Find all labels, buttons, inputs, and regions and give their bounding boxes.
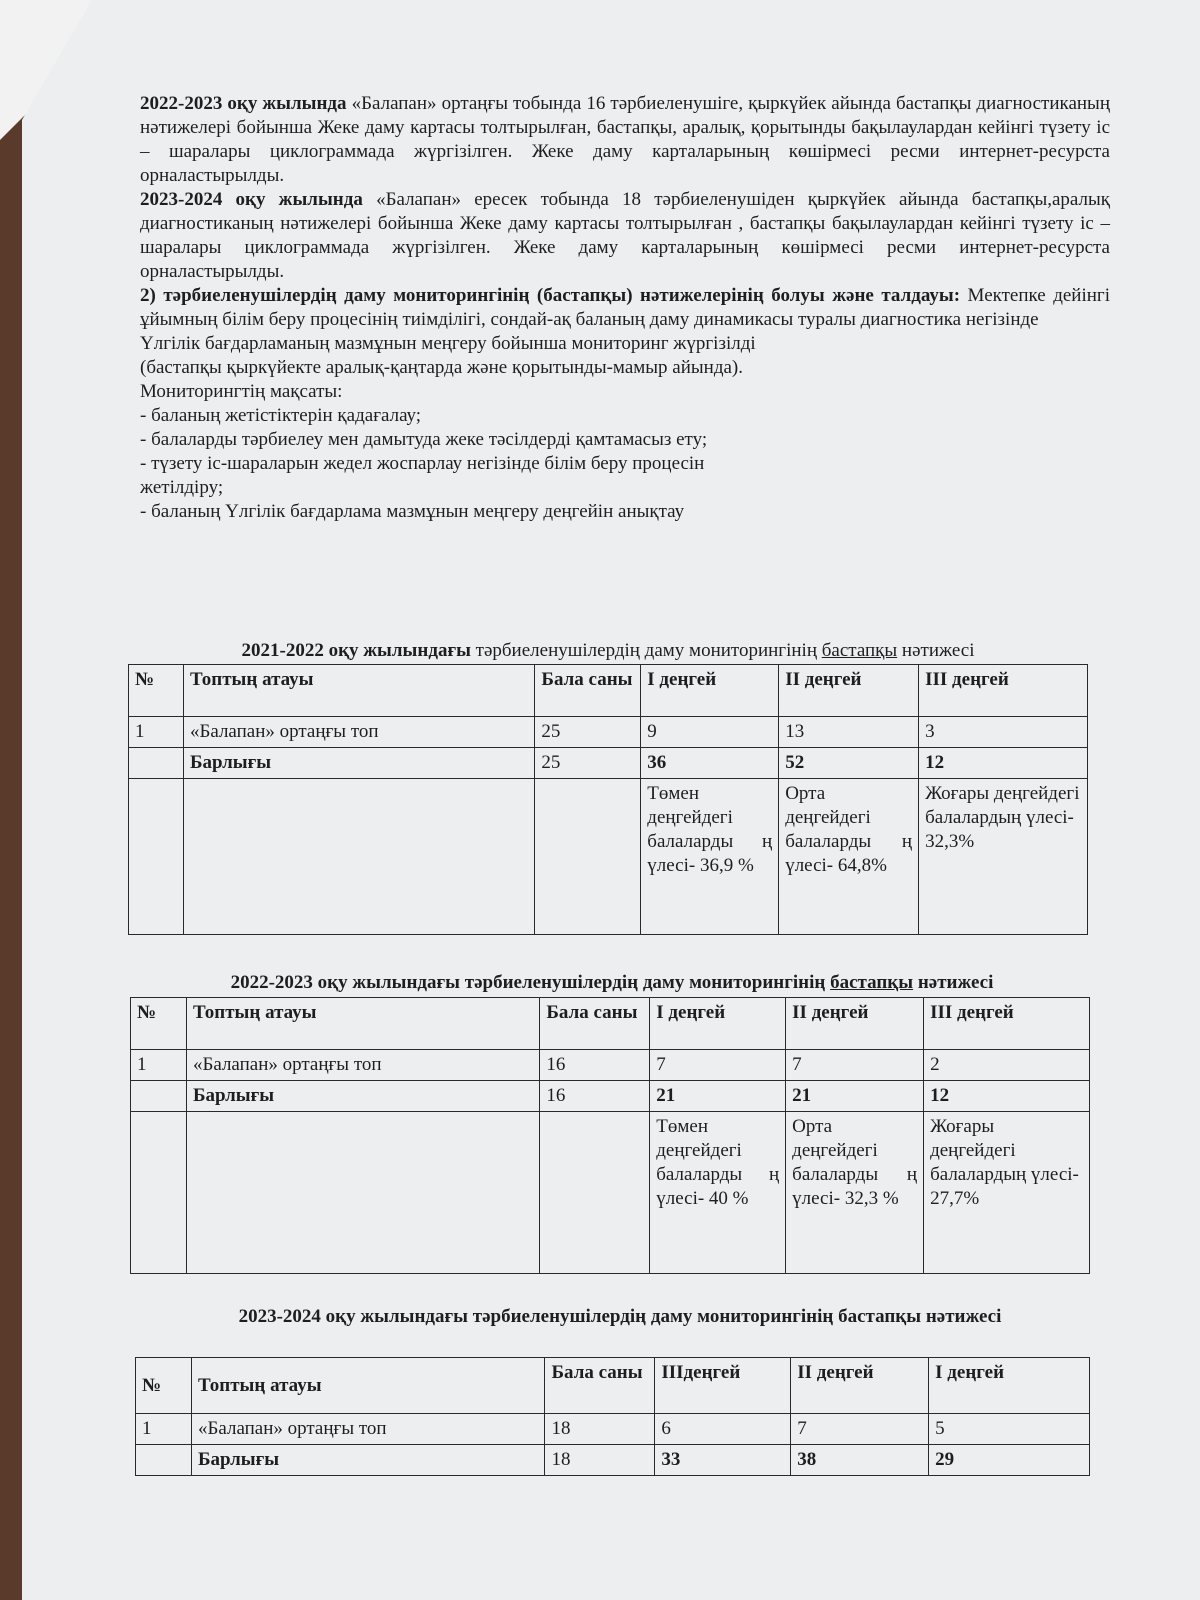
header-cell: ІІ деңгей [779, 665, 919, 717]
cell: «Балапан» ортаңғы топ [191, 1414, 545, 1445]
cell: «Балапан» ортаңғы топ [186, 1050, 539, 1081]
header-cell: І деңгей [929, 1358, 1090, 1414]
list-item: жетілдіру; [140, 477, 224, 498]
header-cell: № [131, 998, 187, 1050]
cell [136, 1445, 192, 1476]
cell: 3 [919, 717, 1088, 748]
cell: 13 [779, 717, 919, 748]
paragraph-monitoring [140, 284, 1110, 332]
title-underlined: бастапқы [830, 972, 914, 993]
cell: «Балапан» ортаңғы топ [183, 717, 534, 748]
paragraph-text: «Балапан» ересек тобында 18 тәрбиеленушіден қыркүйек айында бастапқы,аралық диагностиканың нәтижелері бойынша Жеке даму картасы толтырылған , бастапқы бақылаулардан кейінгі түзету іс – шаралары циклограммада жүргізілген. Жеке даму карталарының көшірмесі ресми интернет-ресурста орналастырылды. [140, 189, 1110, 282]
cell: 7 [791, 1414, 929, 1445]
cell [131, 1112, 187, 1274]
cell: 29 [929, 1445, 1090, 1476]
cell: 7 [650, 1050, 786, 1081]
cell: 18 [545, 1445, 655, 1476]
header-cell: ІІІ деңгей [919, 665, 1088, 717]
cell: Барлығы [183, 748, 534, 779]
cell [535, 779, 641, 935]
cell: 33 [655, 1445, 791, 1476]
text-line: Мониторингтің мақсаты: [140, 381, 343, 402]
note-cell: Жоғары деңгейдегі балалардың үлесі- 27,7% [924, 1112, 1090, 1274]
header-cell: ІІ деңгей [786, 998, 924, 1050]
note-cell: Төмен деңгейдегі балаларды ң үлесі- 40 % [650, 1112, 786, 1274]
note-cell: Орта деңгейдегі балаларды ң үлесі- 32,3 % [786, 1112, 924, 1274]
table-header-row [131, 998, 1090, 1050]
text-line: Үлгілік бағдарламаның мазмұнын меңгеру бойынша мониторинг жүргізілді [140, 333, 756, 354]
cell: 16 [540, 1081, 650, 1112]
paragraph-heading: 2023-2024 оқу жылында [140, 189, 363, 210]
cell: 5 [929, 1414, 1090, 1445]
title-bold: нәтижесі [917, 972, 994, 993]
header-cell: І деңгей [641, 665, 779, 717]
cell: 7 [786, 1050, 924, 1081]
table2-title [132, 972, 1092, 994]
list-item: - балаларды тәрбиелеу мен дамытуда жеке тәсілдерді қамтамасыз ету; [140, 429, 708, 450]
cell: 52 [779, 748, 919, 779]
table-total-row [136, 1445, 1090, 1476]
header-cell: ІІІ деңгей [924, 998, 1090, 1050]
table-row [131, 1050, 1090, 1081]
paragraph-text: «Балапан» ортаңғы тобында 16 тәрбиеленушіге, қыркүйек айында бастапқы диагностиканың нәтижелері бойынша Жеке даму картасы толтырылған, бастапқы, аралық, қорытынды бақылаулардан кейінгі түзету іс – шаралары циклограммада жүргізілген. Жеке даму карталарының көшірмесі ресми интернет-ресурста орналастырылды. [140, 93, 1110, 186]
cell [131, 1081, 187, 1112]
title-bold: 2022-2023 оқу жылындағы тәрбиеленушілердің даму мониторингінің [230, 972, 826, 993]
cell: 12 [924, 1081, 1090, 1112]
title-text: тәрбиеленушілердің даму мониторингінің [475, 640, 817, 661]
cell: 1 [136, 1414, 192, 1445]
header-cell: Топтың атауы [186, 998, 539, 1050]
paragraph-heading: 2) тәрбиеленушілердің даму мониторингінің (бастапқы) нәтижелерінің болуы және талдауы: [140, 285, 961, 306]
table1 [128, 664, 1088, 935]
cell: Барлығы [186, 1081, 539, 1112]
cell [186, 1112, 539, 1274]
cell: 36 [641, 748, 779, 779]
table-notes-row [131, 1112, 1090, 1274]
cell: 6 [655, 1414, 791, 1445]
paragraph-2022-2023 [140, 92, 1110, 188]
cell: 12 [919, 748, 1088, 779]
header-cell: ІІІдеңгей [655, 1358, 791, 1414]
paragraph-2023-2024 [140, 188, 1110, 284]
cell [183, 779, 534, 935]
cell: 1 [129, 717, 184, 748]
list-item: - баланың жетістіктерін қадағалау; [140, 405, 422, 426]
header-cell: Бала саны [540, 998, 650, 1050]
table-total-row [129, 748, 1088, 779]
cell [129, 779, 184, 935]
header-cell: № [129, 665, 184, 717]
cell: 25 [535, 717, 641, 748]
header-cell: № [136, 1358, 192, 1414]
cell: 25 [535, 748, 641, 779]
cell: 1 [131, 1050, 187, 1081]
list-item: - түзету іс-шараларын жедел жоспарлау негізінде білім беру процесін [140, 453, 705, 474]
cell: 18 [545, 1414, 655, 1445]
note-cell: Төмен деңгейдегі балаларды ң үлесі- 36,9 % [641, 779, 779, 935]
goals-list [140, 404, 1110, 524]
paragraph-text: Мектепке дейінгі ұйымның білім беру процесінің тиімділігі, сондай-ақ баланың даму динамикасы туралы диагностика негізінде [140, 285, 1110, 330]
cell: 38 [791, 1445, 929, 1476]
table-header-row [129, 665, 1088, 717]
document-body [140, 92, 1110, 524]
header-cell: Бала саны [535, 665, 641, 717]
table3-title: 2023-2024 оқу жылындағы тәрбиеленушілердің даму мониторингінің бастапқы нәтижесі [238, 1306, 1002, 1327]
title-underlined: бастапқы [821, 640, 898, 661]
cell: 2 [924, 1050, 1090, 1081]
header-cell: Топтың атауы [191, 1358, 545, 1414]
cell: 9 [641, 717, 779, 748]
title-bold: 2021-2022 оқу жылындағы [241, 640, 471, 661]
table-row [129, 717, 1088, 748]
table-header-row [136, 1358, 1090, 1414]
table-row [136, 1414, 1090, 1445]
header-cell: Топтың атауы [183, 665, 534, 717]
cell [540, 1112, 650, 1274]
cell: 21 [650, 1081, 786, 1112]
table2 [130, 997, 1090, 1274]
header-cell: ІІ деңгей [791, 1358, 929, 1414]
header-cell: І деңгей [650, 998, 786, 1050]
text-line: (бастапқы қыркүйекте аралық-қаңтарда және қорытынды-мамыр айында). [140, 357, 744, 378]
cell: Барлығы [191, 1445, 545, 1476]
cell: 21 [786, 1081, 924, 1112]
cell: 16 [540, 1050, 650, 1081]
header-cell: Бала саны [545, 1358, 655, 1414]
note-cell: Жоғары деңгейдегі балалардың үлесі- 32,3% [919, 779, 1088, 935]
table-notes-row [129, 779, 1088, 935]
table1-title [128, 640, 1088, 662]
list-item: - баланың Үлгілік бағдарлама мазмұнын меңгеру деңгейін анықтау [140, 501, 685, 522]
table-total-row [131, 1081, 1090, 1112]
paragraph-heading: 2022-2023 оқу жылында [140, 93, 347, 114]
title-text: нәтижесі [901, 640, 975, 661]
note-cell: Орта деңгейдегі балаларды ң үлесі- 64,8% [779, 779, 919, 935]
table3 [135, 1357, 1090, 1476]
cell [129, 748, 184, 779]
